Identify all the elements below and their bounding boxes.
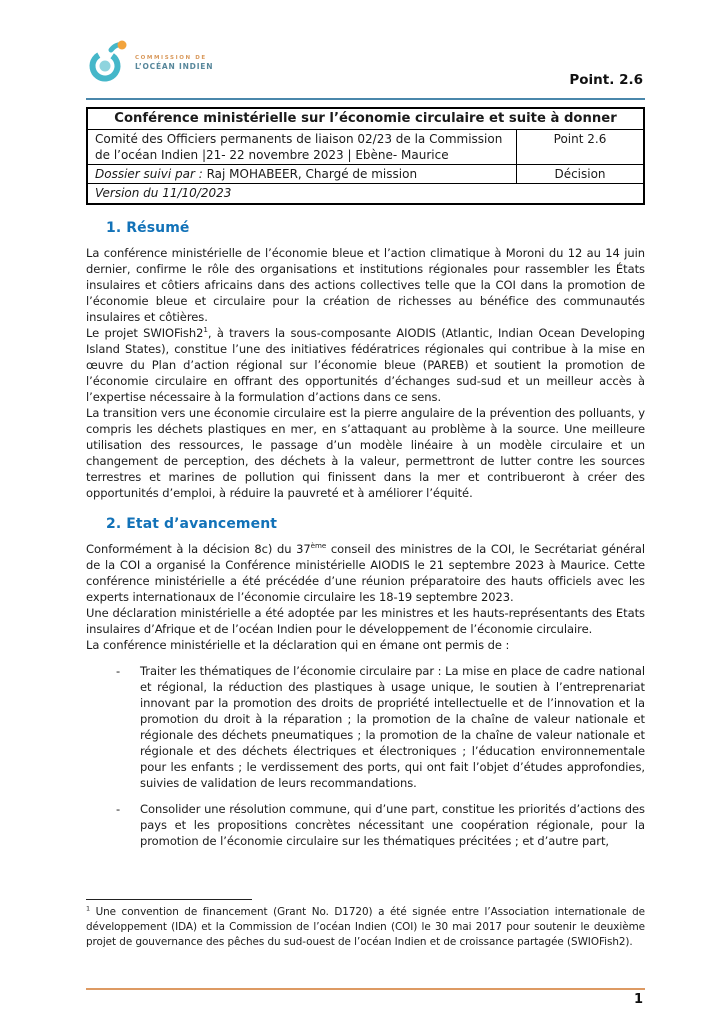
section-1-paragraph-3: La transition vers une économie circulaire est la pierre angulaire de la prévention des polluants, y compris les déchets plastiques en mer, en s’attaquant au problème à la source. Une meilleure utilisation des ressources, le passage d’un modèle linéaire à un modèle circulaire et un changement de perception, des déchets à la valeur, permettront de lutter contre les sources terrestres et marines de pollution qui finissent dans la mer et contribueront à créer des opportunités d’emploi, à réduire la pauvreté et à améliorer l’équité. — [86, 405, 645, 500]
point-cell: Point 2.6 — [517, 129, 645, 164]
page-number: 1 — [633, 992, 643, 1007]
section-1-heading: 1. Résumé — [106, 219, 190, 236]
dossier-value: Raj MOHABEER, Chargé de mission — [202, 167, 418, 182]
footnote-text — [86, 905, 645, 949]
section-2-paragraph-1 — [86, 541, 645, 605]
bullet-text: Traiter les thématiques de l’économie circulaire par : La mise en place de cadre national et régional, la réduction des plastiques à usage unique, le soutien à l’entreprenariat innovant par la promotion des droits de propriété intellectuelle et de l’innovation et la promotion du droit à la réparation ; la promotion de la chaîne de valeur nationale et régionale des déchets pneumatiques ; la promotion de la chaîne de valeur nationale et régionale et des déchets électriques et électroniques ; l’éducation environnementale pour les enfants ; le verdissement des ports, qui ont fait l’objet d’études approfondies, suivies de validation de leurs recommandations. — [140, 663, 645, 790]
ordinal-superscript: ème — [310, 540, 327, 550]
coi-logo — [88, 38, 213, 88]
document-title: Conférence ministérielle sur l’économie circulaire et suite à donner — [87, 108, 644, 129]
committee-cell: Comité des Officiers permanents de liaison 02/23 de la Commission de l’océan Indien |21- 22 novembre 2023 | Ebène- Maurice — [87, 129, 517, 164]
footnote-separator — [86, 899, 252, 900]
footnote-number: 1 — [86, 904, 91, 913]
paragraph-text: , à travers la sous-composante AIODIS (Atlantic, Indian Ocean Developing Island States), constitue l’une des initiatives fédératrices régionales qui contribue à la mise en œuvre du Plan d’action régional sur l’économie bleue (PAREB) et soutient la promotion de l’économie circulaire en offrant des opportunités d’échanges sud-sud et un meilleur accès à l’expertise nécessaire à la formulation d’actions dans ce sens. — [86, 325, 645, 404]
table-row-title — [87, 108, 644, 129]
section-2-paragraph-3: La conférence ministérielle et la déclaration qui en émane ont permis de : — [86, 637, 510, 652]
bullet-item — [86, 801, 645, 849]
header-divider — [86, 98, 645, 100]
coi-logo-icon — [88, 38, 128, 88]
logo-line-1: COMMISSION DE — [135, 54, 207, 61]
footnote-reference: 1 — [203, 324, 208, 334]
coi-logo-text — [135, 55, 213, 71]
section-2-heading: 2. Etat d’avancement — [106, 515, 278, 532]
dossier-cell — [87, 165, 517, 184]
paragraph-text: Conformément à la décision 8c) du 37 — [86, 541, 311, 556]
page-content — [86, 0, 645, 849]
paragraph-text: conseil des ministres de la COI, le Secrétariat général de la COI a organisé la Conférence ministérielle AIODIS le 21 septembre 2023 à Maurice. Cette conférence ministérielle a été précédée d’une réunion préparatoire des hauts officiels avec les experts internationaux de l’économie circulaire les 18-19 septembre 2023. — [86, 541, 645, 604]
page-header — [86, 38, 645, 90]
document-info-table — [86, 107, 645, 205]
logo-line-2: L’OCÉAN INDIEN — [135, 61, 214, 71]
footnote-block — [86, 899, 645, 949]
section-2-paragraph-2: Une déclaration ministérielle a été adoptée par les ministres et les hauts-représentants des Etats insulaires d’Afrique et de l’océan Indien pour le développement de l’économie circulaire. — [86, 605, 645, 636]
bullet-text: Consolider une résolution commune, qui d’une part, constitue les priorités d’actions des pays et les propositions concrètes nécessitant une coopération régionale, pour la promotion de l’économie circulaire sur les thématiques précitées ; et d’autre part, — [140, 801, 645, 848]
section-1-paragraph-2 — [86, 325, 645, 405]
section-1-paragraph-1: La conférence ministérielle de l’économie bleue et l’action climatique à Moroni du 12 au 14 juin dernier, confirme le rôle des organisations et institutions régionales pour rassembler les États insulaires et côtiers africains dans des actions collectives telle que la COI dans la promotion de l’économie bleue et circulaire pour la création de richesses au bénéfice des communautés insulaires et côtières. — [86, 245, 645, 324]
paragraph-text: Le projet SWIOFish2 — [86, 325, 204, 340]
point-label: Point. 2.6 — [569, 72, 643, 88]
table-row-version — [87, 184, 644, 204]
table-row-committee — [87, 129, 644, 164]
footnote-body: Une convention de financement (Grant No. D1720) a été signée entre l’Association internationale de développement (IDA) et la Commission de l’océan Indien (COI) le 30 mai 2017 pour soutenir le deuxième projet de gouvernance des pêches du sud-ouest de l’océan Indien et de croissance partagée (SWIOFish2). — [86, 906, 645, 948]
footer-divider — [86, 988, 645, 990]
decision-cell: Décision — [517, 165, 645, 184]
version-cell: Version du 11/10/2023 — [87, 184, 644, 204]
bullet-item — [86, 663, 645, 791]
bullet-marker: - — [116, 663, 121, 678]
table-row-dossier — [87, 165, 644, 184]
dossier-label: Dossier suivi par : — [95, 167, 203, 182]
bullet-marker: - — [116, 801, 121, 816]
